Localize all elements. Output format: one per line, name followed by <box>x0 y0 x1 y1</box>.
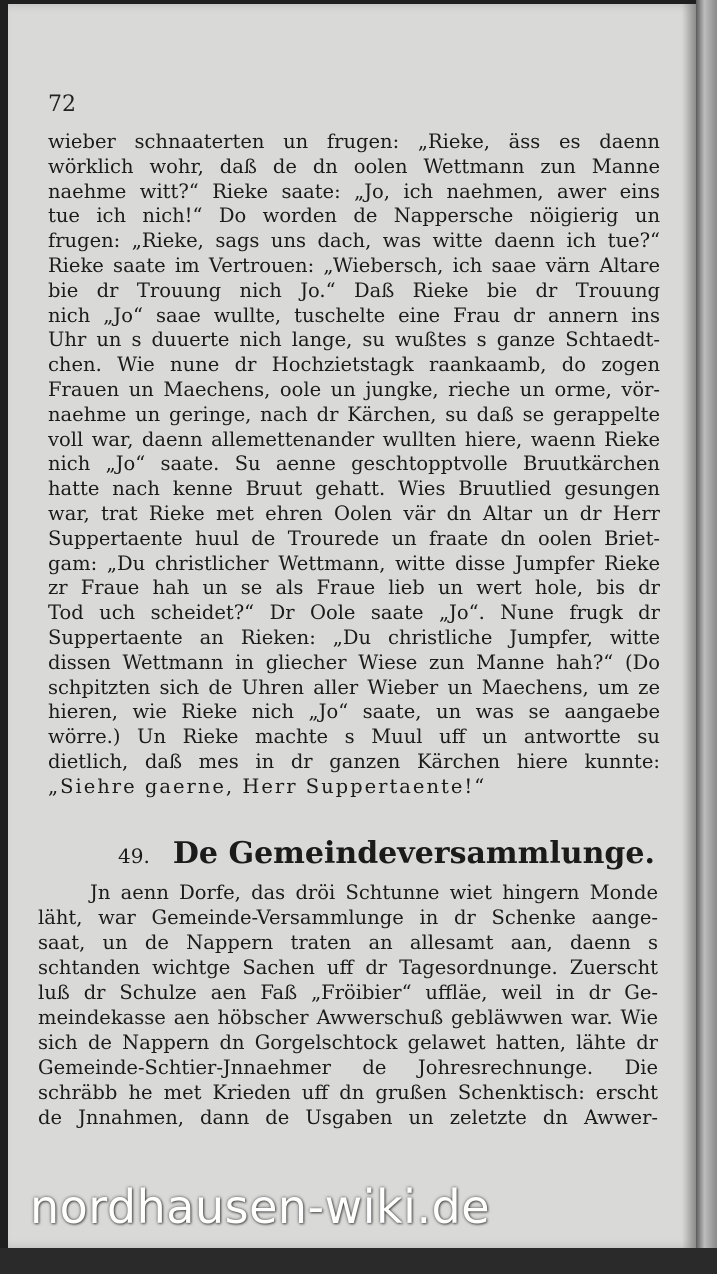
paragraph-2 <box>38 880 658 1130</box>
text-line: Tod uch scheidet?“ Dr Oole saate „Jo“. Nune frugk dr <box>48 601 660 625</box>
text-line: schtanden wichtge Sachen uff dr Tagesordnunge. Zuerscht <box>38 956 658 979</box>
text-line: schräbb he met Krieden uff dn grußen Schenktisch: erscht <box>38 1081 658 1104</box>
text-line: gam: „Du christlicher Wettmann, witte disse Jumpfer Rieke <box>48 551 660 575</box>
page-edge <box>696 0 717 1274</box>
text-line: zr Fraue hah un se als Fraue lieb un wert hole, bis dr <box>48 576 660 600</box>
text-line: wörre.) Un Rieke machte s Muul uff un antwortte su <box>48 725 660 749</box>
text-line: „Siehre gaerne, Herr Suppertaente!“ <box>48 774 487 798</box>
text-line: wörklich wohr, daß de dn oolen Wettmann zun Manne <box>48 154 660 178</box>
text-line: Suppertaente huul de Trourede un fraate dn oolen Briet- <box>48 526 660 550</box>
text-line: frugen: „Rieke, sags uns dach, was witte daenn ich tue?“ <box>48 229 660 253</box>
text-line: Suppertaente an Rieken: „Du christliche Jumpfer, witte <box>48 625 660 649</box>
text-line: nich „Jo“ saae wullte, tuschelte eine Frau dr annern ins <box>48 303 660 327</box>
text-line: de Jnnahmen, dann de Usgaben un zeletzte dn Awwer- <box>38 1106 658 1129</box>
page-number: 72 <box>48 92 76 117</box>
text-line: saat, un de Nappern traten an allesamt aan, daenn s <box>38 931 658 954</box>
text-line: Jn aenn Dorfe, das dröi Schtunne wiet hingern Monde <box>90 881 658 904</box>
paragraph-1 <box>48 130 660 800</box>
text-line: hatte nach kenne Bruut gehatt. Wies Bruutlied gesungen <box>48 477 660 501</box>
text-line: schpitzten sich de Uhren aller Wieber un Maechens, um ze <box>48 675 660 699</box>
text-line: Rieke saate im Vertrouen: „Wiebersch, ich saae värn Altare <box>48 253 660 277</box>
watermark-logo: nordhausen-wiki.de <box>30 1180 491 1234</box>
page-bottom-edge <box>0 1248 717 1274</box>
text-line: dietlich, daß mes in dr ganzen Kärchen hiere kunnte: <box>48 749 660 773</box>
text-line: Frauen un Maechens, oole un jungke, rieche un orme, vör- <box>48 377 660 401</box>
text-line: voll war, daenn allemettenander wullten hiere, waenn Rieke <box>48 427 660 451</box>
text-line: läht, war Gemeinde-Versammlunge in dr Schenke aange- <box>38 906 658 929</box>
text-line: war, trat Rieke met ehren Oolen vär dn Altar un dr Herr <box>48 501 660 525</box>
text-line: chen. Wie nune dr Hochzietstagk raankaamb, do zogen <box>48 353 660 377</box>
text-line: nich „Jo“ saate. Su aenne geschtopptvolle Bruutkärchen <box>48 452 660 476</box>
text-line: Gemeinde-Schtier-Jnnaehmer de Johresrechnunge. Die <box>38 1056 658 1079</box>
text-line: sich de Nappern dn Gorgelschtock gelawet hatten, lähte dr <box>38 1031 658 1054</box>
section-number: 49. <box>118 844 150 868</box>
text-line: bie dr Trouung nich Jo.“ Daß Rieke bie dr Trouung <box>48 278 660 302</box>
page-shadow <box>682 4 696 1248</box>
section-title: De Gemeindeversammlunge. <box>172 836 655 871</box>
text-line: tue ich nich!“ Do worden de Nappersche nöigierig un <box>48 204 660 228</box>
text-line: naehme un geringe, nach dr Kärchen, su daß se gerappelte <box>48 402 660 426</box>
text-line: hieren, wie Rieke nich „Jo“ saate, un was se aangaebe <box>48 700 660 724</box>
text-line: Uhr un s duuerte nich lange, su wußtes s ganze Schtaedt- <box>48 328 660 352</box>
section-heading <box>118 836 655 871</box>
text-line: naehme witt?“ Rieke saate: „Jo, ich naehmen, awer eins <box>48 179 660 203</box>
text-line: luß dr Schulze aen Faß „Fröibier“ uffläe, weil in dr Ge- <box>38 981 658 1004</box>
text-line: meindekasse aen höbscher Awwerschuß gebläwwen war. Wie <box>38 1006 658 1029</box>
text-line: wieber schnaaterten un frugen: „Rieke, äss es daenn <box>48 130 660 153</box>
text-line: dissen Wettmann in gliecher Wiese zun Manne hah?“ (Do <box>48 650 660 674</box>
